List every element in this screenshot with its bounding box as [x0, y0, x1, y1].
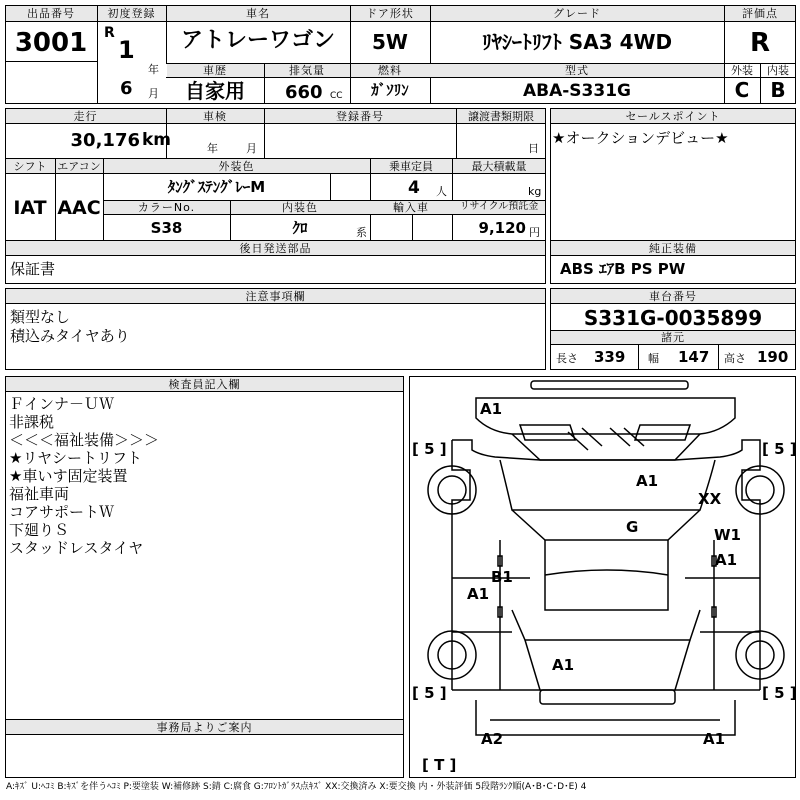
- history-label: 車歴: [203, 64, 227, 77]
- score: R: [749, 28, 771, 58]
- recycle-label: リサイクル預託金: [459, 201, 539, 212]
- damage-mark-hood: A1: [636, 472, 659, 490]
- inspector-line: Ｆインナ－ＵＷ: [9, 395, 115, 413]
- inspector-line: コアサポートＷ: [9, 503, 115, 521]
- inspector-line: ★車いす固定装置: [9, 467, 128, 485]
- intcolor-unit: 系: [356, 226, 367, 239]
- displacement: 660: [285, 82, 323, 103]
- reg-label: 初度登録: [107, 7, 156, 20]
- import-label: 輸入車: [393, 201, 429, 214]
- height-label: 高さ: [724, 352, 746, 365]
- equipment-label: 純正装備: [649, 242, 697, 255]
- caution-line: 積込みタイヤあり: [10, 327, 130, 345]
- inspector-notes: [9, 395, 399, 557]
- transfer-day-unit: 日: [528, 142, 539, 155]
- ext-label: 外装: [731, 64, 753, 77]
- regno-label: 登録番号: [336, 110, 384, 123]
- damage-mark-right-front-door: A1: [715, 551, 738, 569]
- tread-front-right: [ 5 ]: [762, 440, 797, 458]
- damage-mark-front-bumper: A1: [480, 400, 503, 418]
- inspector-line: 下廻りＳ: [9, 521, 70, 539]
- legend: A:ｷｽﾞ U:ﾍｺﾐ B:ｷｽﾞを伴うﾍｺﾐ P:要塗装 W:補修跡 S:錆 C:腐食 G:ﾌﾛﾝﾄｶﾞﾗｽ点ｷｽﾞ XX:交換済み X:要交換 内・外装評価 5段階ﾗﾝｸ順(A･B･C･D･E) 4: [6, 782, 587, 792]
- cap-label: 乗車定員: [389, 160, 433, 173]
- intcolor-label: 内装色: [282, 201, 318, 214]
- shift-label: シフト: [13, 160, 47, 173]
- inspect-month-unit: 月: [246, 142, 257, 155]
- tread-front-left: [ 5 ]: [412, 440, 447, 458]
- score-label: 評価点: [742, 7, 778, 20]
- reg-month: 6: [120, 78, 133, 99]
- cap-unit: 人: [436, 185, 447, 198]
- recycle-fee: 9,120: [478, 219, 526, 237]
- later-parts: 保証書: [10, 260, 56, 278]
- caution-label: 注意事項欄: [245, 290, 306, 303]
- tread-spare: [ T ]: [422, 756, 457, 774]
- capacity: 4: [408, 178, 420, 198]
- caution-line: 類型なし: [10, 308, 71, 326]
- door-type: 5W: [372, 30, 408, 54]
- chassis-label: 車台番号: [649, 290, 697, 303]
- reg-year: 1: [118, 36, 135, 64]
- grade: ﾘﾔｼｰﾄﾘﾌﾄ SA3 4WD: [481, 30, 673, 54]
- history: 自家用: [185, 79, 245, 103]
- ext-grade: C: [734, 78, 750, 102]
- damage-mark-windshield: G: [626, 518, 639, 536]
- inspector-line: 非課税: [9, 413, 55, 431]
- door-label: ドア形状: [366, 7, 414, 20]
- disp-label: 排気量: [289, 64, 325, 77]
- damage-mark-rear-right: A1: [703, 730, 726, 748]
- tread-rear-right: [ 5 ]: [762, 684, 797, 702]
- interior-color: ｸﾛ: [292, 219, 308, 237]
- load-unit: kg: [528, 185, 542, 198]
- height: 190: [757, 348, 789, 366]
- disp-unit: CC: [330, 91, 343, 101]
- ac-label: エアコン: [57, 160, 101, 173]
- fuel: ｶﾞｿﾘﾝ: [371, 81, 409, 99]
- lot-number: 3001: [14, 28, 88, 58]
- model-label: 型式: [565, 64, 589, 77]
- damage-mark-left-front-door: B1: [491, 568, 513, 586]
- mileage-unit: km: [142, 130, 172, 150]
- recycle-unit: 円: [529, 226, 540, 239]
- chassis-number: S331G-0035899: [583, 306, 763, 330]
- car-name: アトレーワゴン: [180, 28, 335, 53]
- damage-mark-rear-left: A2: [481, 730, 504, 748]
- inspector-line: ＜＜＜福祉装備＞＞＞: [9, 431, 160, 449]
- width: 147: [678, 348, 710, 366]
- name-label: 車名: [246, 7, 270, 20]
- grade-label: グレード: [553, 7, 601, 20]
- sales-point-label: セールスポイント: [625, 110, 721, 123]
- width-label: 幅: [648, 352, 659, 365]
- damage-mark-rear-roof: A1: [552, 656, 575, 674]
- spec-label: 諸元: [661, 331, 685, 344]
- damage-mark-right-front-door: W1: [714, 526, 741, 544]
- inspector-line: スタッドレスタイヤ: [9, 539, 144, 557]
- office-label: 事務局よりご案内: [156, 721, 253, 734]
- damage-mark-left-rear-door: A1: [467, 585, 490, 603]
- shift: IAT: [13, 197, 47, 219]
- era: R: [104, 25, 115, 41]
- inspect-year-unit: 年: [207, 142, 218, 155]
- int-label: 内装: [767, 64, 789, 77]
- damage-diagram-panel: [409, 376, 796, 778]
- inspector-line: 福祉車両: [9, 485, 70, 503]
- sales-point: ★オークションデビュー★: [552, 129, 729, 147]
- inspect-label: 車検: [203, 110, 227, 123]
- color: ﾀﾝｸﾞｽﾃﾝｸﾞﾚｰM: [167, 178, 266, 196]
- ac: AAC: [57, 197, 101, 219]
- later-parts-label: 後日発送部品: [239, 242, 312, 255]
- colorno-label: カラーNo.: [137, 201, 196, 214]
- inspector-label: 検査員記入欄: [168, 378, 241, 391]
- model: ABA-S331G: [522, 81, 631, 101]
- color-label: 外装色: [218, 160, 255, 173]
- mileage: 30,176: [70, 130, 140, 151]
- color-number: S38: [150, 219, 183, 237]
- load-label: 最大積載量: [471, 160, 527, 173]
- length: 339: [594, 348, 626, 366]
- length-label: 長さ: [556, 352, 578, 365]
- transfer-label: 譲渡書類期限: [468, 110, 534, 123]
- mileage-label: 走行: [73, 110, 98, 123]
- tread-rear-left: [ 5 ]: [412, 684, 447, 702]
- damage-mark-right-fender: XX: [698, 490, 722, 508]
- inspector-line: ★リヤシートリフト: [9, 449, 142, 467]
- month-unit: 月: [148, 87, 159, 100]
- lot-label: 出品番号: [27, 7, 75, 20]
- fuel-label: 燃料: [378, 64, 402, 77]
- equipment: ABS ｴｱB PS PW: [560, 260, 686, 278]
- year-unit: 年: [148, 63, 159, 76]
- int-grade: B: [770, 78, 786, 102]
